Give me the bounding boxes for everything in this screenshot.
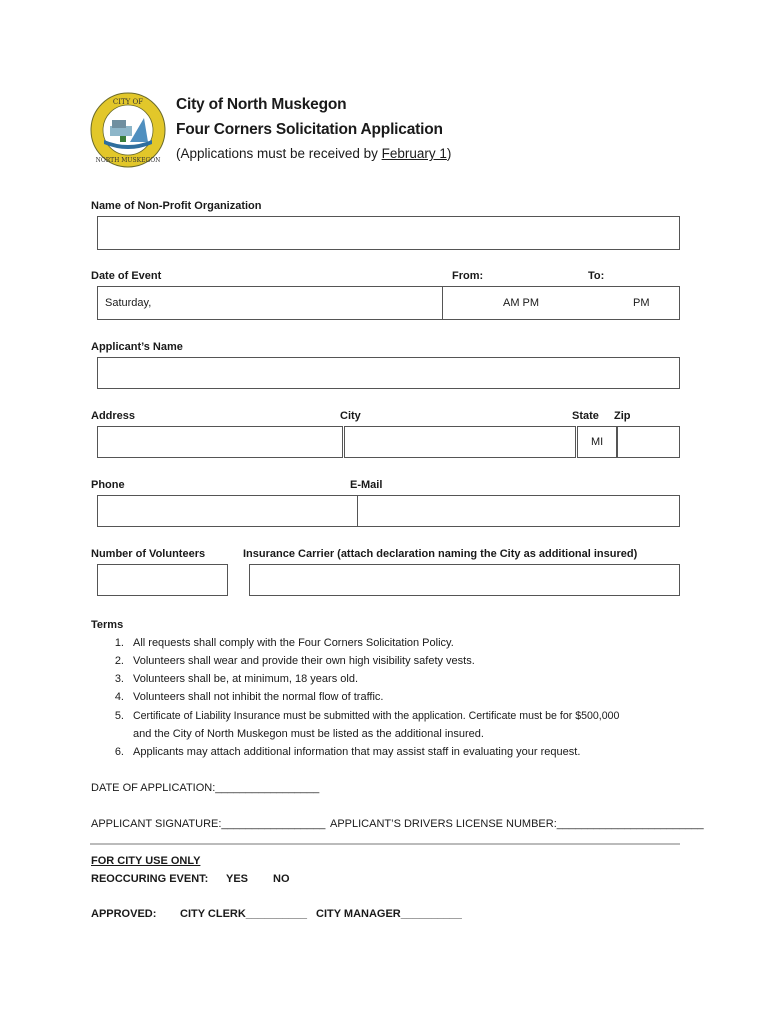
reoccuring-label: REOCCURING EVENT: <box>91 873 209 885</box>
from-value: AM PM <box>503 297 540 309</box>
state-label: State <box>572 410 599 422</box>
email-label: E-Mail <box>350 479 383 491</box>
applicant-signature-line[interactable]: APPLICANT SIGNATURE:_________________ <box>91 818 326 830</box>
phone-input[interactable] <box>97 495 358 527</box>
approved-label: APPROVED: <box>91 908 157 920</box>
term-item: 5. Certificate of Liability Insurance must be submitted with the application. Certificate must be for $500,000 <box>114 710 620 722</box>
term-item-continuation: and the City of North Muskegon must be listed as the additional insured. <box>133 728 484 740</box>
term-item: 2. Volunteers shall wear and provide their own high visibility safety vests. <box>114 655 475 667</box>
to-value: PM <box>633 297 650 309</box>
insurance-label: Insurance Carrier (attach declaration naming the City as additional insured) <box>243 548 638 560</box>
org-input[interactable] <box>97 216 680 250</box>
applicant-label: Applicant’s Name <box>91 341 183 353</box>
applicant-input[interactable] <box>97 357 680 389</box>
subtitle-deadline: (Applications must be received by February 1) <box>176 146 452 161</box>
term-item: 1. All requests shall comply with the Four Corners Solicitation Policy. <box>114 637 454 649</box>
svg-text:CITY OF: CITY OF <box>112 98 144 106</box>
deadline-date: February 1 <box>381 146 447 161</box>
section-divider <box>90 843 680 845</box>
reoccuring-no[interactable]: NO <box>273 873 290 885</box>
volunteers-input[interactable] <box>97 564 228 596</box>
drivers-license-line[interactable]: APPLICANT’S DRIVERS LICENSE NUMBER:________________________ <box>330 818 704 830</box>
address-label: Address <box>91 410 136 422</box>
state-value: MI <box>591 436 604 448</box>
term-item: 6. Applicants may attach additional information that may assist staff in evaluating your request. <box>114 746 581 758</box>
from-label: From: <box>452 270 484 282</box>
date-input[interactable] <box>97 286 443 320</box>
phone-label: Phone <box>91 479 125 491</box>
date-value: Saturday, <box>105 297 152 309</box>
city-label: City <box>340 410 361 422</box>
time-input[interactable] <box>442 286 680 320</box>
reoccuring-yes[interactable]: YES <box>226 873 249 885</box>
email-input[interactable] <box>357 495 680 527</box>
title-city: City of North Muskegon <box>176 96 347 113</box>
volunteers-label: Number of Volunteers <box>91 548 206 560</box>
title-application: Four Corners Solicitation Application <box>176 121 443 138</box>
zip-label: Zip <box>614 410 631 422</box>
org-label: Name of Non-Profit Organization <box>91 200 262 212</box>
term-item: 4. Volunteers shall not inhibit the normal flow of traffic. <box>114 691 384 703</box>
city-clerk-line[interactable]: CITY CLERK__________ <box>180 908 307 920</box>
state-input[interactable] <box>577 426 617 458</box>
zip-input[interactable] <box>617 426 680 458</box>
city-manager-line[interactable]: CITY MANAGER__________ <box>316 908 462 920</box>
city-seal-logo <box>90 92 166 168</box>
city-use-title: FOR CITY USE ONLY <box>91 855 201 867</box>
terms-title: Terms <box>91 619 124 631</box>
date-label: Date of Event <box>91 270 162 282</box>
address-input[interactable] <box>97 426 343 458</box>
date-of-application-line[interactable]: DATE OF APPLICATION:_________________ <box>91 782 320 794</box>
svg-text:NORTH MUSKEGON: NORTH MUSKEGON <box>95 157 161 164</box>
insurance-input[interactable] <box>249 564 680 596</box>
city-input[interactable] <box>344 426 576 458</box>
term-item: 3. Volunteers shall be, at minimum, 18 years old. <box>114 673 359 685</box>
to-label: To: <box>588 270 605 282</box>
